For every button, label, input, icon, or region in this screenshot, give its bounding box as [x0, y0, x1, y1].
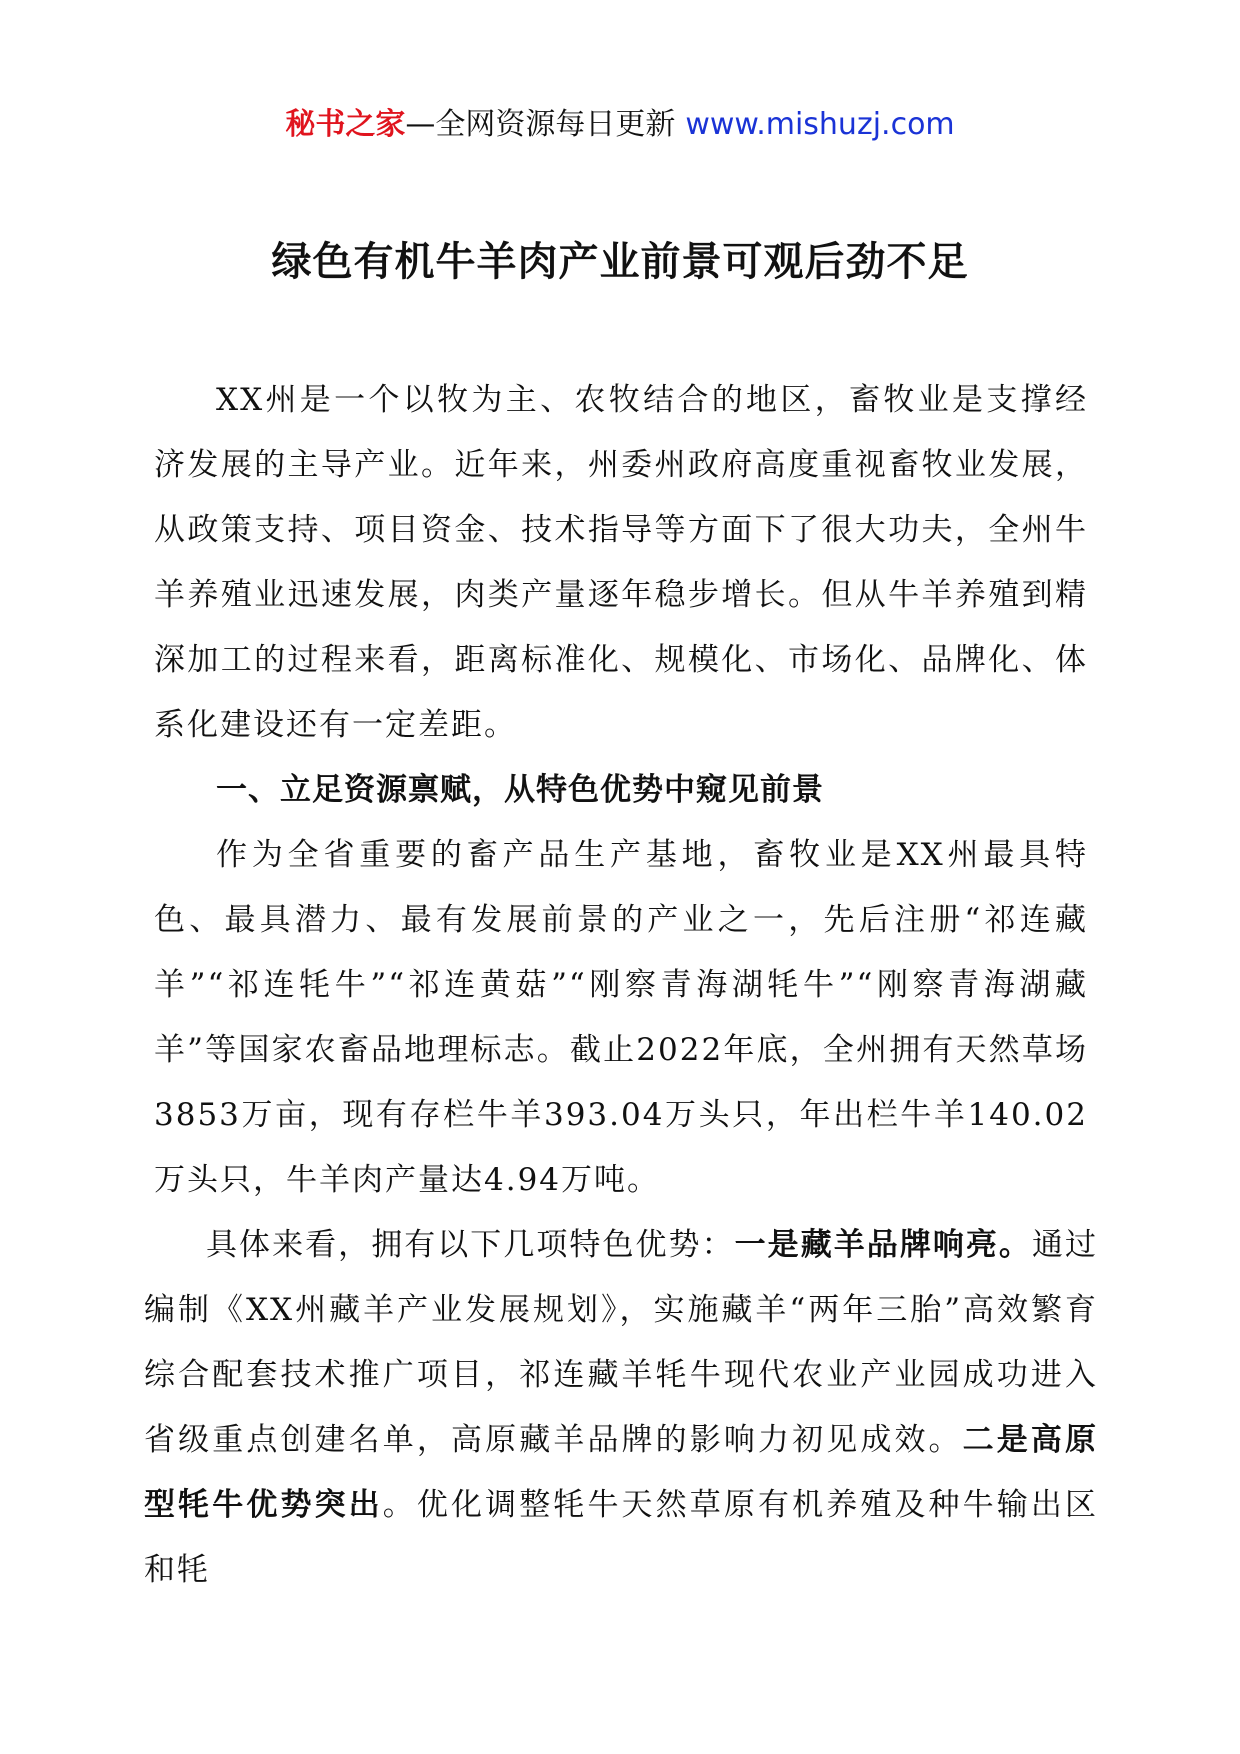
advantage-1-highlight: 一是藏羊品牌响亮。 — [734, 1227, 1032, 1263]
intro-paragraph: XX州是一个以牧为主、农牧结合的地区，畜牧业是支撑经济发展的主导产业。近年来，州委州政府高度重视畜牧业发展，从政策支持、项目资金、技术指导等方面下了很大功夫，全州牛羊养殖业迅速发展，肉类产量逐年稳步增长。但从牛羊养殖到精深加工的过程来看，距离标准化、规模化、市场化、品牌化、体系化建设还有一定差距。 — [154, 382, 1088, 743]
resource-paragraph: 作为全省重要的畜产品生产基地，畜牧业是XX州最具特色、最具潜力、最有发展前景的产业之一，先后注册“祁连藏羊”“祁连牦牛”“祁连黄菇”“刚察青海湖牦牛”“刚察青海湖藏羊”等国家农畜品地理标志。截止2022年底，全州拥有天然草场3853万亩，现有存栏牛羊393.04万头只，年出栏牛羊140.02万头只，牛羊肉产量达4.94万吨。 — [154, 837, 1088, 1198]
section-heading: 一、立足资源禀赋，从特色优势中窥见前景 — [216, 772, 824, 808]
document-body — [144, 368, 1099, 1603]
advantages-intro: 具体来看，拥有以下几项特色优势： — [206, 1227, 735, 1263]
advantages-paragraph — [144, 1213, 1098, 1603]
site-header — [0, 98, 1240, 152]
site-url-link[interactable]: www.mishuzj.com — [685, 107, 955, 142]
site-brand: 秘书之家 — [285, 107, 406, 142]
advantage-2-text: 。优化调整牦牛天然草原有机养殖及种牛输出区和牦 — [144, 1487, 1099, 1588]
advantage-1-text: 通过编制《XX州藏羊产业发展规划》，实施藏羊“两年三胎”高效繁育综合配套技术推广项目，祁连藏羊牦牛现代农业产业园成功进入省级重点创建名单，高原藏羊品牌的影响力初见成效。 — [144, 1227, 1099, 1458]
document-title: 绿色有机牛羊肉产业前景可观后劲不足 — [271, 238, 969, 285]
site-tagline: —全网资源每日更新 — [405, 107, 676, 142]
advantage-2-highlight: 二是高原型牦牛优势突出 — [144, 1422, 1099, 1523]
